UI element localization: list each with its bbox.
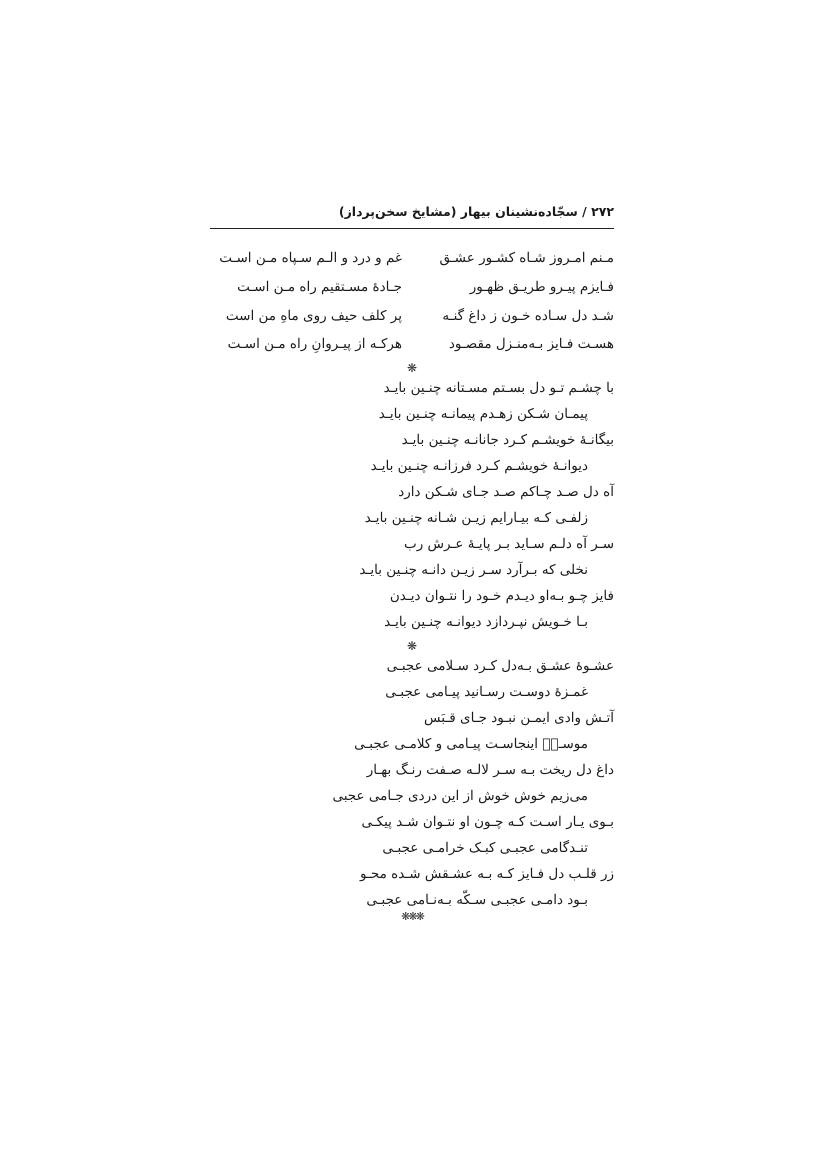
verse-line: موسـیؑ اینجاسـت پیـامی و کلامـی عجبـی: [354, 736, 588, 752]
hemistich-first: مـنم امـروز شـاه کشـور عشـق: [439, 250, 614, 266]
verse-line: بـوی یـار اسـت کـه چـون او نتـوان شـد پیکـی: [361, 814, 614, 830]
verse-line: سـر آه دلـم سـاید بـر پایـۀ عـرش رب: [403, 536, 614, 552]
section-separator: ❋: [406, 639, 418, 653]
running-header: ۲۷۲ / سجّاده‌نشینان بیهار (مشایخ سخن‌پرداز): [338, 204, 614, 219]
verse-line: فایز چـو بـه‌او دیـدم خـود را نتـوان دیـدن: [389, 588, 614, 604]
header-rule: [210, 228, 614, 229]
hemistich-second: غم و درد و الـم سـپاه مـن اسـت: [219, 250, 402, 266]
hemistich-first: فـایزم پیـرو طریـق ظهـور: [469, 279, 614, 295]
verse-line: آه دل صـد چـاکم صـد جـای شـکن دارد: [398, 484, 614, 500]
verse-line: دیوانـۀ خویشـم کـرد فرزانـه چنـین بایـد: [370, 458, 588, 474]
verse-line: زلفـی کـه بیـارایم زیـن شـانه چنـین بایـد: [364, 510, 588, 526]
verse-line: بیگانـۀ خویشـم کـرد جانانـه چنـین بایـد: [401, 432, 614, 448]
couplet-2: [210, 279, 614, 303]
verse-line: آتـش وادی ایمـن نبـود جـای قـبَس: [424, 710, 614, 726]
verse-line: با چشـم تـو دل بسـتم مسـتانه چنـین بایـد: [383, 380, 614, 396]
end-mark: ❋❋❋: [401, 910, 423, 923]
hemistich-second: پر کلف حیف روی ماهِ من است: [225, 308, 402, 324]
verse-line: بـود دامـی عجبـی سـکّه بـه‌نـامی عجبـی: [366, 892, 588, 908]
verse-line: پیمـان شـکن زهـدم پیمانـه چنـین بایـد: [378, 406, 588, 422]
verse-line: بـا خـویش نپـردازد دیوانـه چنـین بایـد: [384, 614, 588, 630]
couplet-4: [210, 336, 614, 360]
verse-line: زر قلـب دل فـایز کـه بـه عشـقش شـده محـو: [359, 866, 614, 882]
hemistich-first: هسـت فـایز بـه‌منـزل مقصـود: [448, 336, 614, 352]
couplet-3: [210, 308, 614, 332]
verse-line: داغ دل ریخت بـه سـر لالـه صـفت رنـگ بهـار: [366, 762, 614, 778]
verse-line: عشـوۀ عشـق بـه‌دل کـرد سـلامی عجبـی: [386, 658, 614, 674]
hemistich-second: جـادۀ مسـتقیم راه مـن اسـت: [237, 279, 402, 295]
verse-line: نخلی که بـرآرد سـر زیـن دانـه چنـین بایـد: [359, 562, 588, 578]
verse-line: غمـزۀ دوسـت رسـانید پیـامی عجبـی: [385, 684, 588, 700]
verse-line: می‌زیم خوش خوش از این دردی جـامی عجبی: [332, 788, 588, 804]
hemistich-second: هرکـه از پیـروانِ راه مـن اسـت: [227, 336, 402, 352]
couplet-1: [210, 250, 614, 274]
section-separator: ❋: [406, 361, 418, 375]
verse-line: تنـدگامی عجبـی کبـک خرامـی عجبـی: [382, 840, 588, 856]
hemistich-first: شـد دل سـاده خـون ز داغ گنـه: [442, 308, 614, 324]
